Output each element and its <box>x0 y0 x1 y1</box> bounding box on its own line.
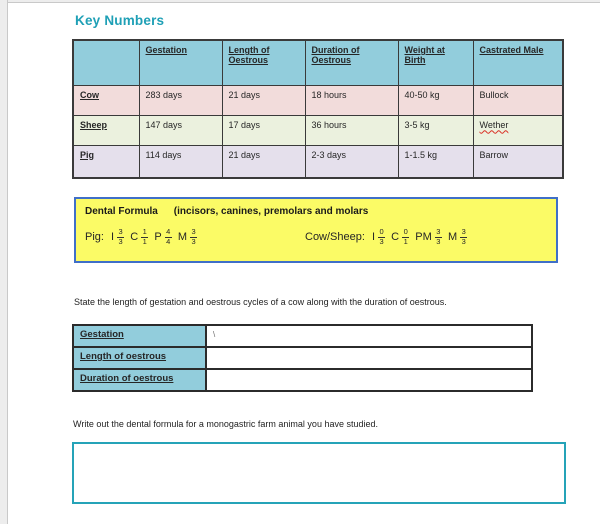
key-numbers-table <box>72 39 564 179</box>
fraction: $\frac{0}{3}$ <box>379 227 384 246</box>
key-table-header-row <box>73 40 563 85</box>
question-2-text: Write out the dental formula for a monogastric farm animal you have studied. <box>73 419 378 429</box>
pig-formula-label: Pig: <box>85 231 104 244</box>
cell-cow-length-oestrous: 21 days <box>222 85 305 115</box>
table-row-cow <box>73 85 563 115</box>
cell-pig-length-oestrous: 21 days <box>222 145 305 178</box>
row-label-cow: Cow <box>73 85 139 115</box>
header-cell-gestation <box>139 40 222 85</box>
row-label-sheep: Sheep <box>73 115 139 145</box>
cell-cow-duration-oestrous: 18 hours <box>305 85 398 115</box>
answer-row-length-of-oestrous <box>73 347 532 369</box>
fraction: $\frac{3}{3}$ <box>118 227 123 246</box>
fraction: $\frac{1}{1}$ <box>142 227 147 246</box>
header-cell-blank <box>73 40 139 85</box>
header-label: Duration of Oestrous <box>311 45 360 65</box>
header-label: Weight at Birth <box>404 45 445 65</box>
cell-pig-gestation: 114 days <box>139 145 222 178</box>
dental-formula-box <box>74 197 558 263</box>
header-cell-castrated-male <box>473 40 563 85</box>
cow-sheep-dental-formula: Cow/Sheep: I $\frac{0}{3}$ C $\frac{0}{1}$ PM $\frac{3}{3}$ M $\frac{3}{3}$ <box>305 227 466 246</box>
cell-sheep-castrated-male: Wether <box>473 115 563 145</box>
question-2-answer-box[interactable] <box>72 442 566 504</box>
cow-sheep-formula-label: Cow/Sheep: <box>305 231 365 244</box>
answer-label-duration-of-oestrous: Duration of oestrous <box>73 369 206 391</box>
answer-cell-gestation[interactable] <box>206 325 532 347</box>
cell-sheep-duration-oestrous: 36 hours <box>305 115 398 145</box>
cell-cow-gestation: 283 days <box>139 85 222 115</box>
cell-sheep-gestation: 147 days <box>139 115 222 145</box>
fraction: $\frac{3}{3}$ <box>461 227 466 246</box>
table-row-pig <box>73 145 563 178</box>
header-cell-length-of-oestrous <box>222 40 305 85</box>
fraction: $\frac{4}{4}$ <box>166 227 171 246</box>
cell-pig-weight: 1-1.5 kg <box>398 145 473 178</box>
cell-cow-weight: 40-50 kg <box>398 85 473 115</box>
question-1-answer-table <box>72 324 533 392</box>
answer-cell-duration-of-oestrous[interactable] <box>206 369 532 391</box>
answer-row-duration-of-oestrous <box>73 369 532 391</box>
row-label-pig: Pig <box>73 145 139 178</box>
question-1-text: State the length of gestation and oestrous cycles of a cow along with the duration of oestrous. <box>74 297 447 307</box>
cell-sheep-length-oestrous: 17 days <box>222 115 305 145</box>
header-label: Length of Oestrous <box>228 45 270 65</box>
section-title: Key Numbers <box>75 13 165 28</box>
cell-cow-castrated-male: Bullock <box>473 85 563 115</box>
dental-formula-subtitle: (incisors, canines, premolars and molars <box>173 206 369 217</box>
fraction: $\frac{3}{3}$ <box>436 227 441 246</box>
fraction: $\frac{0}{1}$ <box>403 227 408 246</box>
fraction: $\frac{3}{3}$ <box>191 227 196 246</box>
header-cell-weight-at-birth <box>398 40 473 85</box>
cell-pig-duration-oestrous: 2-3 days <box>305 145 398 178</box>
answer-label-length-of-oestrous: Length of oestrous <box>73 347 206 369</box>
page-edge-left <box>0 0 8 524</box>
answer-label-gestation: Gestation <box>73 325 206 347</box>
dental-formula-title: Dental Formula <box>85 206 158 217</box>
cell-pig-castrated-male: Barrow <box>473 145 563 178</box>
table-row-sheep <box>73 115 563 145</box>
header-cell-duration-of-oestrous <box>305 40 398 85</box>
header-label: Castrated Male <box>479 45 544 55</box>
dental-formula-heading <box>85 206 368 217</box>
pig-dental-formula: Pig: I $\frac{3}{3}$ C $\frac{1}{1}$ P $\frac{4}{4}$ M $\frac{3}{3}$ <box>85 227 196 246</box>
stray-mark: \ <box>213 330 216 339</box>
answer-row-gestation <box>73 325 532 347</box>
cell-sheep-weight: 3-5 kg <box>398 115 473 145</box>
page-edge-top <box>0 0 600 3</box>
header-label: Gestation <box>145 45 188 55</box>
answer-cell-length-of-oestrous[interactable] <box>206 347 532 369</box>
